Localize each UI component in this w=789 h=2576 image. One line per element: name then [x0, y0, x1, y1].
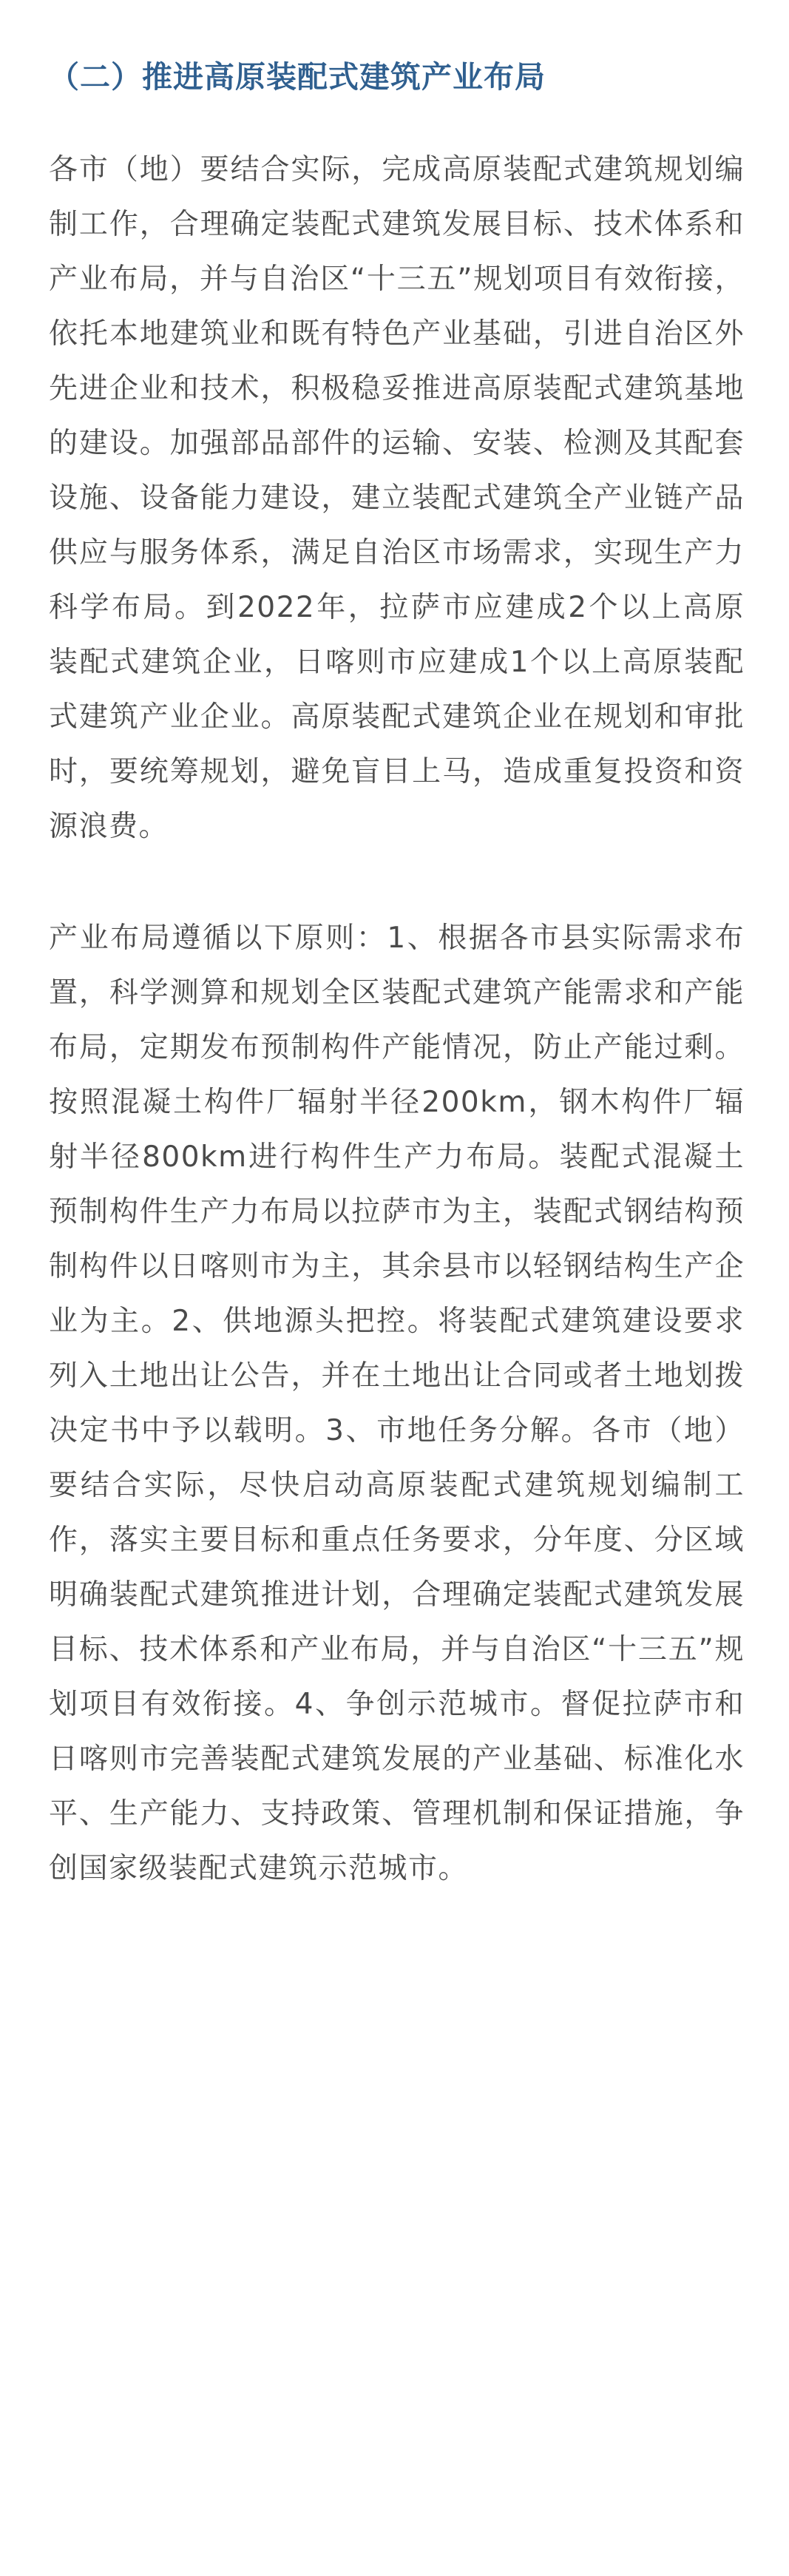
section-heading: （二）推进高原装配式建筑产业布局: [49, 59, 546, 95]
article-paragraph: 各市（地）要结合实际，完成高原装配式建筑规划编制工作，合理确定装配式建筑发展目标、技术体系和产业布局，并与自治区“十三五”规划项目有效衔接，依托本地建筑业和既有特色产业基础，引进自治区外先进企业和技术，积极稳妥推进高原装配式建筑基地的建设。加强部品部件的运输、安装、检测及其配套设施、设备能力建设，建立装配式建筑全产业链产品供应与服务体系，满足自治区市场需求，实现生产力科学布局。到2022年，拉萨市应建成2个以上高原装配式建筑企业，日喀则市应建成1个以上高原装配式建筑产业企业。高原装配式建筑企业在规划和审批时，要统筹规划，避免盲目上马，造成重复投资和资源浪费。: [49, 153, 745, 843]
article-paragraph: 产业布局遵循以下原则：1、根据各市县实际需求布置，科学测算和规划全区装配式建筑产能需求和产能布局，定期发布预制构件产能情况，防止产能过剩。按照混凝土构件厂辐射半径200km，钢木构件厂辐射半径800km进行构件生产力布局。装配式混凝土预制构件生产力布局以拉萨市为主，装配式钢结构预制构件以日喀则市为主，其余县市以轻钢结构生产企业为主。2、供地源头把控。将装配式建筑建设要求列入土地出让公告，并在土地出让合同或者土地划拨决定书中予以载明。3、市地任务分解。各市（地）要结合实际，尽快启动高原装配式建筑规划编制工作，落实主要目标和重点任务要求，分年度、分区域明确装配式建筑推进计划，合理确定装配式建筑发展目标、技术体系和产业布局，并与自治区“十三五”规划项目有效衔接。4、争创示范城市。督促拉萨市和日喀则市完善装配式建筑发展的产业基础、标准化水平、生产能力、支持政策、管理机制和保证措施，争创国家级装配式建筑示范城市。: [49, 922, 745, 1885]
